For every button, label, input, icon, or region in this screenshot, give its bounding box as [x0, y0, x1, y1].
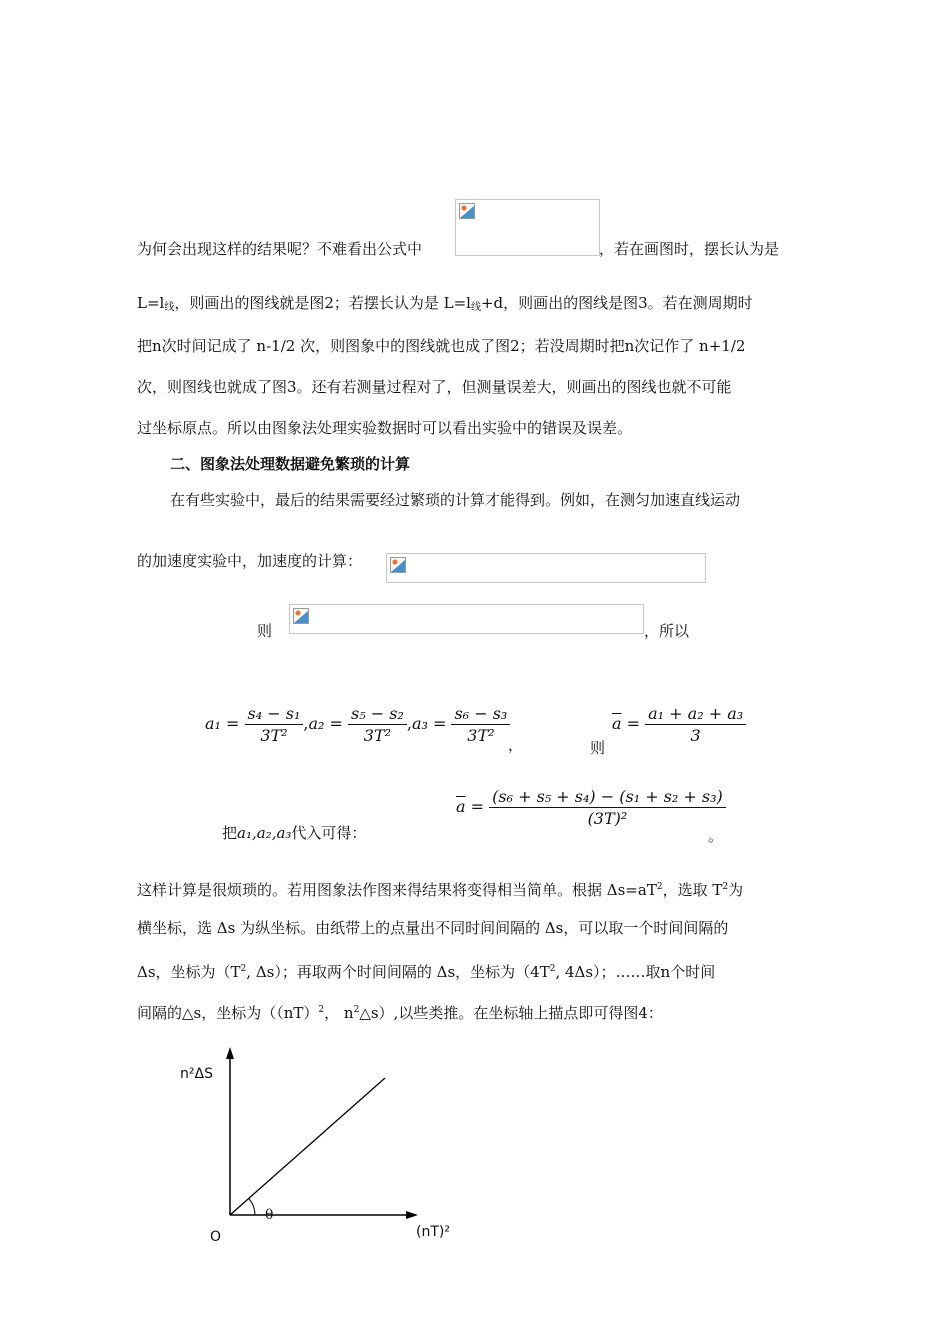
formula-image-3	[289, 604, 644, 634]
para1-line1-text-a: 为何会出现这样的结果呢？不难看出公式中	[137, 240, 423, 258]
eq1-comma: ，	[508, 736, 524, 754]
formula-image-1	[455, 199, 600, 256]
para1-line2-sub1: 线	[164, 302, 175, 313]
eq1-a3: a₃	[411, 714, 428, 733]
formula-image-2	[386, 553, 706, 583]
eq1-a3-num: s₆ − s₃	[451, 704, 510, 725]
para3-line4-sup: 2	[318, 1005, 325, 1015]
para1-line2-sub2: 线	[470, 302, 481, 313]
eq2-dairu: 代入可得：	[291, 824, 367, 842]
para1-line4: 次，则图线也就成了图3。还有若测量过程对了，但测量误差大，则画出的图线也就不可能	[137, 378, 732, 396]
eq2-intro	[222, 823, 366, 843]
x-axis-label: (nT)²	[416, 1224, 450, 1240]
y-axis-label: n²ΔS	[180, 1066, 213, 1082]
x-axis-arrow	[406, 1211, 418, 1219]
equation-abar-full: $\overline{a}$ = $\frac{\text{(s₆ + s₅ + s₄) − (s₁ + s₂ + s₃)}}{\text{(3T)²}}$	[456, 787, 726, 828]
eq1-abar-den: 3	[690, 726, 701, 745]
eq1-abar: $\overline{a}$	[612, 714, 622, 733]
eq2-vars: a₁,a₂,a₃	[237, 824, 292, 842]
eq1-a1: a₁	[205, 714, 221, 733]
eq1-frac-a1	[245, 704, 304, 745]
eq1-frac-abar	[645, 704, 746, 745]
origin-label: O	[210, 1229, 222, 1245]
eq1-frac-a2	[348, 704, 407, 745]
para3-line1-sup2: 2	[722, 882, 729, 892]
figure-4-graph	[215, 1045, 475, 1245]
para3-line1-c: 为	[728, 881, 744, 899]
para1-line3: 把n次时间记成了 n-1/2 次，则图象中的图线就也成了图2；若没周期时把n次记作了 n+1/2	[137, 337, 746, 355]
para3-line1-b: ，选取 T	[662, 881, 723, 899]
section-heading-2: 二、图象法处理数据避免繁琐的计算	[170, 455, 411, 473]
para1-line2-c: +d，则画出的图线是图3。若在测周期时	[480, 294, 753, 312]
broken-image-icon	[390, 557, 406, 573]
eq1-ze: 则	[590, 739, 606, 757]
eq1-a1-den: 3T²	[260, 726, 288, 745]
para3-line3	[137, 959, 715, 982]
para1-line1-text-b: ，若在画图时，摆长认为是	[599, 240, 780, 258]
angle-arc	[249, 1199, 255, 1216]
eq1-a2: a₂	[308, 714, 325, 733]
eq1-a1-num: s₄ − s₁	[245, 704, 304, 725]
equation-abar: $\overline{a}$ = $\frac{\text{a₁ + a₂ + a₃}}{3}$	[612, 704, 746, 745]
broken-image-icon	[293, 608, 309, 624]
para3-line2: 横坐标，选 Δs 为纵坐标。由纸带上的点量出不同时间间隔的 Δs，可以取一个时间间隔的	[137, 919, 729, 937]
eq1-a3-den: 3T²	[467, 726, 495, 745]
para2-line2: 的加速度实验中，加速度的计算：	[137, 552, 363, 570]
y-axis-arrow	[226, 1047, 234, 1059]
eq1-a2-den: 3T²	[363, 726, 392, 745]
broken-image-icon	[459, 203, 475, 219]
equation-a1-a2-a3: a₁ = $\frac{\text{s₄ − s₁}}{\text{3T²}}$ ,a₂ = $\frac{\text{s₅ − s₂}}{\text{3T²}}$ ,a₃ = $\frac{\text{s₆ − s₃}}{\text{3T²}}$	[205, 704, 510, 745]
eq1-a2-num: s₅ − s₂	[348, 704, 407, 725]
para1-line2	[137, 293, 753, 318]
eq2-ba: 把	[222, 824, 238, 842]
para3-line3-sup: 2	[240, 964, 247, 974]
eq1-frac-a3	[451, 704, 510, 745]
eq2-den: (3T)²	[587, 809, 628, 828]
para3-line3-sup2: 2	[549, 964, 556, 974]
eq2-num: (s₆ + s₅ + s₄) − (s₁ + s₂ + s₃)	[489, 787, 726, 808]
para3-line4-sup2: 2	[353, 1005, 360, 1015]
eq2-period: 。	[708, 827, 724, 845]
eq2-abar: $\overline{a}$	[456, 797, 466, 816]
eq1-abar-num: a₁ + a₂ + a₃	[645, 704, 746, 725]
para1-line1	[137, 239, 422, 259]
para2-ze: 则	[257, 622, 273, 640]
angle-label: θ	[265, 1207, 274, 1223]
para3-line3-b: , Δs）；再取两个时间间隔的 Δs，坐标为（4T	[246, 963, 550, 981]
para1-line5: 过坐标原点。所以由图象法处理实验数据时可以看出实验中的错误及误差。	[137, 419, 633, 437]
para3-line1-a: 这样计算是很烦琐的。若用图象法作图来得结果将变得相当简单。根据 Δs=aT	[137, 881, 657, 899]
para2-suoyi: ，所以	[644, 622, 690, 640]
para3-line4-c: △s）,以些类推。在坐标轴上描点即可得图4：	[359, 1004, 663, 1022]
para3-line3-a: Δs，坐标为（T	[137, 963, 241, 981]
para1-line2-b: ，则画出的图线就是图2；若摆长认为是 L=l	[174, 294, 471, 312]
para3-line4-b: ， n	[324, 1004, 354, 1022]
para3-line1-sup: 2	[656, 882, 663, 892]
para3-line1	[137, 877, 743, 900]
graph-line	[230, 1078, 385, 1215]
para3-line4	[137, 1000, 663, 1023]
para2-line1: 在有些实验中，最后的结果需要经过繁琐的计算才能得到。例如，在测匀加速直线运动	[170, 491, 741, 509]
para1-line2-a: L=l	[137, 294, 165, 312]
para1-line1-tail	[599, 239, 779, 259]
para3-line3-c: , 4Δs）；……取n个时间	[555, 963, 716, 981]
para3-line4-a: 间隔的△s，坐标为（（nT）	[137, 1004, 319, 1022]
eq2-frac	[489, 787, 726, 828]
